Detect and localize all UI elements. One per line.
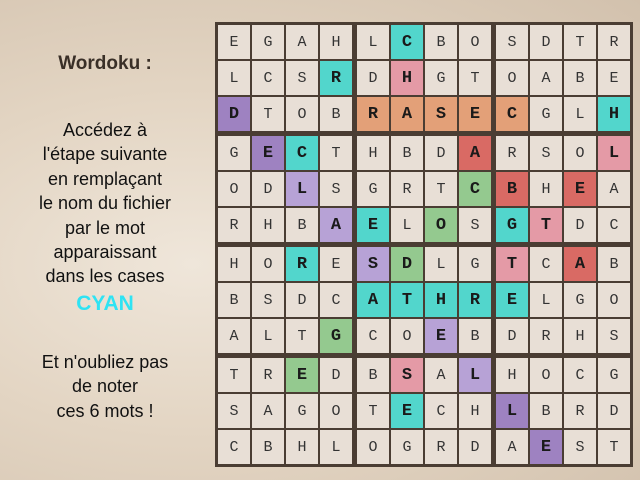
block-divider <box>496 355 528 356</box>
block-divider <box>354 430 355 464</box>
block-divider <box>354 283 355 317</box>
instruction-line: apparaissant <box>53 242 157 263</box>
grid-cell: C <box>530 247 562 281</box>
grid-cell: C <box>357 319 389 353</box>
block-divider <box>320 244 352 245</box>
grid-cell: B <box>564 61 596 95</box>
footer-text <box>0 350 210 423</box>
grid-cell: T <box>425 172 457 206</box>
grid-cell: R <box>218 208 250 242</box>
grid-cell: E <box>320 247 352 281</box>
grid-cell: L <box>530 283 562 317</box>
grid-cell-cyan: A <box>357 283 389 317</box>
instruction-line: en remplaçant <box>47 168 163 189</box>
grid-cell: B <box>598 247 630 281</box>
grid-cell-cyan: R <box>286 247 318 281</box>
grid-cell: B <box>357 358 389 392</box>
grid-cell: T <box>598 430 630 464</box>
block-divider <box>598 355 630 356</box>
grid-cell: S <box>320 172 352 206</box>
block-divider <box>354 133 355 134</box>
instruction-line: l'étape suivante <box>42 144 168 165</box>
block-divider <box>286 355 318 356</box>
block-divider <box>354 394 355 428</box>
grid-cell: R <box>425 430 457 464</box>
grid-cell-cyan: T <box>391 283 423 317</box>
grid-cell-orange: C <box>496 97 528 131</box>
block-divider <box>354 61 355 95</box>
grid-cell-orange: E <box>459 97 491 131</box>
grid-cell: G <box>252 25 284 59</box>
grid-cell: O <box>391 319 423 353</box>
grid-cell: R <box>530 319 562 353</box>
block-divider <box>564 133 596 134</box>
block-divider <box>496 244 528 245</box>
grid-cell: O <box>459 25 491 59</box>
grid-cell-red: B <box>496 172 528 206</box>
grid-cell-green: O <box>425 208 457 242</box>
block-divider <box>564 355 596 356</box>
grid-cell: L <box>252 319 284 353</box>
grid-cell: T <box>357 394 389 428</box>
grid-cell: O <box>496 61 528 95</box>
grid-cell: D <box>357 61 389 95</box>
block-divider <box>425 133 457 134</box>
grid-cell: H <box>252 208 284 242</box>
block-divider <box>218 133 250 134</box>
block-divider <box>493 355 494 356</box>
grid-cell: D <box>286 283 318 317</box>
grid-cell-cyan: R <box>320 61 352 95</box>
grid-cell: G <box>218 136 250 170</box>
grid-cell-cyan: C <box>286 136 318 170</box>
block-divider <box>354 355 355 356</box>
grid-cell: S <box>218 394 250 428</box>
grid-cell: T <box>564 25 596 59</box>
block-divider <box>354 172 355 206</box>
block-divider <box>493 430 494 464</box>
grid-cell: G <box>391 430 423 464</box>
grid-cell: G <box>564 283 596 317</box>
footer-line: Et n'oubliez pas <box>41 352 169 372</box>
grid-cell: D <box>425 136 457 170</box>
grid-cell: B <box>459 319 491 353</box>
grid-cell: H <box>218 247 250 281</box>
cyan-highlight-word: CYAN <box>76 292 134 315</box>
block-divider <box>493 136 494 170</box>
block-divider <box>354 244 355 245</box>
grid-cell: T <box>286 319 318 353</box>
instruction-line: Accédez à <box>62 120 148 140</box>
grid-cell: L <box>564 97 596 131</box>
block-divider <box>354 358 355 392</box>
grid-cell: A <box>530 61 562 95</box>
grid-cell: R <box>252 358 284 392</box>
grid-cell: C <box>425 394 457 428</box>
block-divider <box>252 355 284 356</box>
grid-cell-cyan: E <box>496 283 528 317</box>
grid-cell-lavender: S <box>357 247 389 281</box>
block-divider <box>354 136 355 170</box>
grid-cell: G <box>530 97 562 131</box>
grid-cell: H <box>286 430 318 464</box>
block-divider <box>459 355 491 356</box>
grid-cell-orange: R <box>357 97 389 131</box>
grid-cell-cyan: C <box>391 25 423 59</box>
block-divider <box>493 244 494 245</box>
block-divider <box>286 133 318 134</box>
grid-cell: L <box>357 25 389 59</box>
grid-cell: L <box>425 247 457 281</box>
grid-cell: S <box>252 283 284 317</box>
block-divider <box>493 358 494 392</box>
grid-cell: O <box>564 136 596 170</box>
grid-cell: B <box>391 136 423 170</box>
block-divider <box>530 244 562 245</box>
grid-cell: C <box>252 61 284 95</box>
block-divider <box>354 247 355 281</box>
block-divider <box>320 355 352 356</box>
grid-cell-lavender: L <box>286 172 318 206</box>
grid-cell: A <box>598 172 630 206</box>
grid-cell-cyan: H <box>598 97 630 131</box>
grid-cell: S <box>286 61 318 95</box>
grid-cell: L <box>320 430 352 464</box>
block-divider <box>493 394 494 428</box>
block-divider <box>598 244 630 245</box>
grid-cell-pink: H <box>391 61 423 95</box>
footer-line: ces 6 mots ! <box>56 400 154 421</box>
grid-cell-green: D <box>391 247 423 281</box>
grid-cell-orange: A <box>391 97 423 131</box>
grid-cell: O <box>357 430 389 464</box>
block-divider <box>493 172 494 206</box>
grid-cell: G <box>598 358 630 392</box>
grid-cell: C <box>564 358 596 392</box>
grid-cell-pink: S <box>391 358 423 392</box>
block-divider <box>493 283 494 317</box>
grid-cell-cyan: H <box>425 283 457 317</box>
block-divider <box>218 355 250 356</box>
grid-cell-cyan: R <box>459 283 491 317</box>
grid-cell: S <box>598 319 630 353</box>
grid-cell: L <box>218 61 250 95</box>
grid-cell-red: A <box>459 136 491 170</box>
grid-cell: S <box>496 25 528 59</box>
block-divider <box>354 208 355 242</box>
block-divider <box>218 244 250 245</box>
grid-cell: G <box>286 394 318 428</box>
grid-cell-cyan: E <box>391 394 423 428</box>
block-divider <box>286 244 318 245</box>
grid-cell: D <box>496 319 528 353</box>
grid-cell-orange: S <box>425 97 457 131</box>
block-divider <box>530 355 562 356</box>
grid-cell: O <box>320 394 352 428</box>
grid-cell: T <box>252 97 284 131</box>
grid-cell: C <box>598 208 630 242</box>
block-divider <box>320 133 352 134</box>
grid-cell: O <box>218 172 250 206</box>
block-divider <box>493 61 494 95</box>
grid-cell: B <box>286 208 318 242</box>
instructions-panel <box>0 0 210 480</box>
grid-cell: A <box>286 25 318 59</box>
grid-cell: D <box>459 430 491 464</box>
grid-cell: G <box>357 172 389 206</box>
grid-cell-purple: D <box>218 97 250 131</box>
grid-cell: B <box>252 430 284 464</box>
block-divider <box>357 244 389 245</box>
grid-cell: G <box>459 247 491 281</box>
grid-cell-lavender: L <box>459 358 491 392</box>
block-divider <box>493 25 494 59</box>
grid-cell: H <box>564 319 596 353</box>
grid-cell: A <box>218 319 250 353</box>
instruction-line: le nom du fichier <box>38 193 172 214</box>
grid-cell: B <box>530 394 562 428</box>
grid-cell-purple: E <box>530 430 562 464</box>
grid-cell: E <box>598 61 630 95</box>
grid-cell: H <box>496 358 528 392</box>
grid-cell: S <box>459 208 491 242</box>
grid-cell: A <box>252 394 284 428</box>
grid-cell: B <box>320 97 352 131</box>
grid-cell: A <box>496 430 528 464</box>
grid-cell: T <box>459 61 491 95</box>
block-divider <box>493 319 494 353</box>
grid-cell: H <box>357 136 389 170</box>
grid-cell: D <box>252 172 284 206</box>
grid-cell: E <box>218 25 250 59</box>
block-divider <box>493 133 494 134</box>
block-divider <box>357 355 389 356</box>
grid-cell-purple: L <box>496 394 528 428</box>
instruction-line: par le mot <box>64 217 146 238</box>
grid-cell-pink: T <box>496 247 528 281</box>
block-divider <box>493 247 494 281</box>
block-divider <box>354 97 355 131</box>
block-divider <box>354 319 355 353</box>
grid-cell-purple: E <box>252 136 284 170</box>
grid-cell: O <box>252 247 284 281</box>
block-divider <box>530 133 562 134</box>
block-divider <box>391 355 423 356</box>
grid-cell-red: A <box>564 247 596 281</box>
grid-cell: L <box>391 208 423 242</box>
block-divider <box>459 133 491 134</box>
grid-cell: O <box>530 358 562 392</box>
instruction-line: dans les cases <box>45 266 165 287</box>
grid-cell: H <box>320 25 352 59</box>
grid-cell: G <box>425 61 457 95</box>
grid-cell-pink: L <box>598 136 630 170</box>
block-divider <box>598 133 630 134</box>
grid-cell: T <box>218 358 250 392</box>
grid-cell: C <box>218 430 250 464</box>
block-divider <box>425 355 457 356</box>
footer-line: de noter <box>71 376 139 397</box>
grid-cell-green: E <box>286 358 318 392</box>
block-divider <box>459 244 491 245</box>
block-divider <box>391 244 423 245</box>
grid-cell: C <box>320 283 352 317</box>
grid-cell-pink: T <box>530 208 562 242</box>
grid-cell: D <box>530 25 562 59</box>
grid-cell: A <box>425 358 457 392</box>
grid-cell: R <box>496 136 528 170</box>
block-divider <box>564 244 596 245</box>
instructions-text <box>0 118 210 289</box>
puzzle-title: Wordoku : <box>58 53 152 74</box>
grid-cell-cyan: G <box>496 208 528 242</box>
block-divider <box>357 133 389 134</box>
grid-cell: O <box>286 97 318 131</box>
block-divider <box>252 133 284 134</box>
block-divider <box>252 244 284 245</box>
grid-cell-green: C <box>459 172 491 206</box>
grid-cell: H <box>459 394 491 428</box>
grid-cell: O <box>598 283 630 317</box>
block-divider <box>354 25 355 59</box>
grid-cell: D <box>598 394 630 428</box>
grid-cell: R <box>598 25 630 59</box>
grid-cell: S <box>530 136 562 170</box>
grid-cell-lavender: E <box>425 319 457 353</box>
grid-cell: T <box>320 136 352 170</box>
grid-cell: S <box>564 430 596 464</box>
grid-cell: D <box>320 358 352 392</box>
block-divider <box>425 244 457 245</box>
grid-cell: R <box>391 172 423 206</box>
grid-cell: B <box>425 25 457 59</box>
grid-cell-lavender: A <box>320 208 352 242</box>
block-divider <box>391 133 423 134</box>
grid-cell-cyan: E <box>357 208 389 242</box>
wordoku-grid <box>215 22 633 467</box>
grid-cell: D <box>564 208 596 242</box>
grid-cell: R <box>564 394 596 428</box>
grid-cell: H <box>530 172 562 206</box>
block-divider <box>493 97 494 131</box>
grid-cell: B <box>218 283 250 317</box>
block-divider <box>496 133 528 134</box>
block-divider <box>493 208 494 242</box>
grid-cell-green: G <box>320 319 352 353</box>
grid-cell-red: E <box>564 172 596 206</box>
